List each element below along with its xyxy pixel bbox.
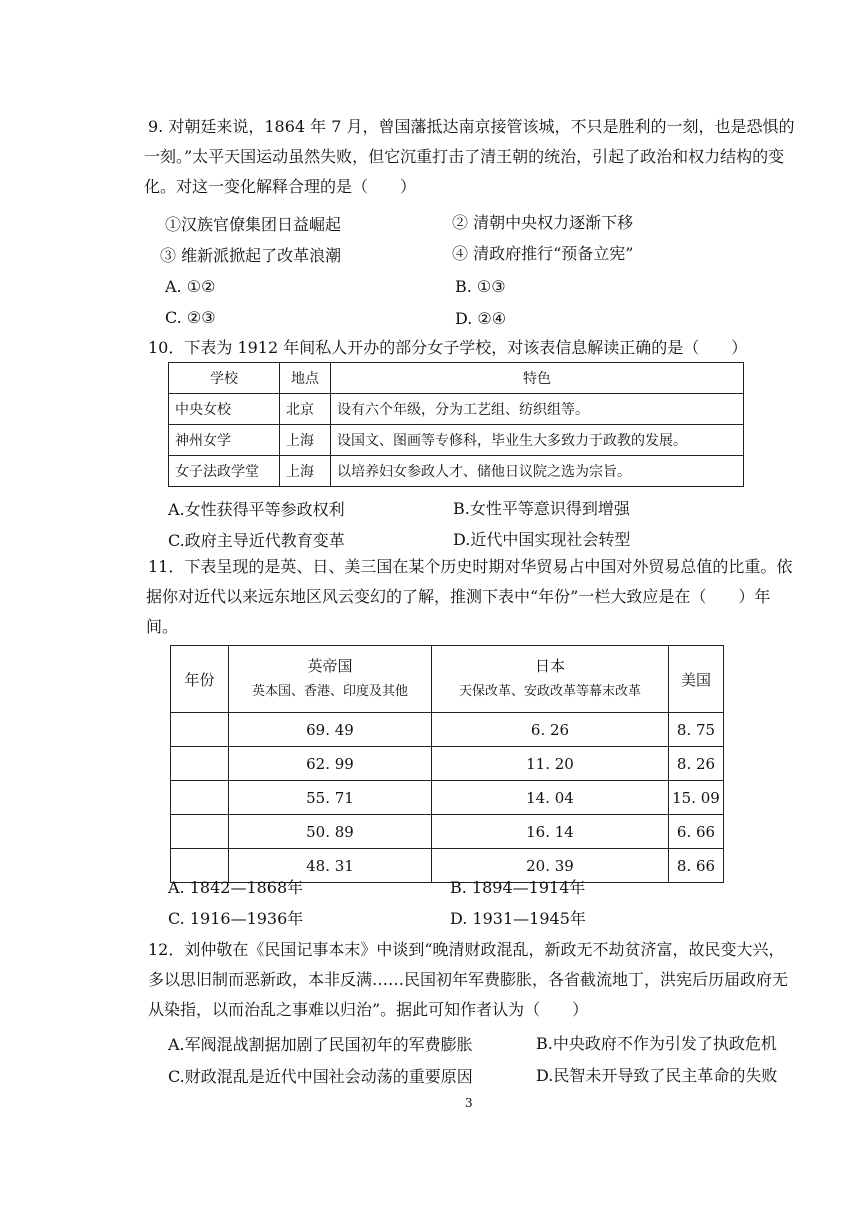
- q9-item-1: ①汉族官僚集团日益崛起: [165, 215, 342, 234]
- table-cell: 6. 66: [669, 815, 724, 849]
- q11-option-b: B. 1894—1914年: [450, 878, 586, 897]
- question-11: [148, 552, 792, 642]
- table-cell: [171, 781, 229, 815]
- table-cell: 11. 20: [432, 747, 669, 781]
- table-header-row: [169, 363, 744, 394]
- table-cell: 48. 31: [229, 849, 432, 883]
- q11-option-d: D. 1931—1945年: [450, 909, 586, 928]
- table-cell: 中央女校: [169, 394, 280, 425]
- table-cell: 55. 71: [229, 781, 432, 815]
- q9-option-d: D. ②④: [455, 309, 507, 328]
- q10-option-d: D.近代中国实现社会转型: [453, 530, 631, 549]
- table-cell: 50. 89: [229, 815, 432, 849]
- q10-stem: 10．下表为 1912 年间私人开办的部分女子学校，对该表信息解读正确的是（ ）: [148, 338, 748, 357]
- table-cell: 北京: [280, 394, 331, 425]
- header-location: 地点: [280, 363, 331, 394]
- table-cell: 20. 39: [432, 849, 669, 883]
- q11-option-a: A. 1842—1868年: [168, 878, 304, 897]
- table-cell: [171, 747, 229, 781]
- header-usa: 美国: [669, 646, 724, 713]
- q12-stem-line2: 多以思旧制而恶新政，本非反满……民国初年军费膨胀，各省截流地丁，洪宪后历届政府无: [148, 970, 789, 989]
- table-header-row: [171, 646, 724, 713]
- q9-option-b: B. ①③: [455, 277, 506, 296]
- table-row: [171, 781, 724, 815]
- table-cell: 14. 04: [432, 781, 669, 815]
- header-year: 年份: [171, 646, 229, 713]
- q10-option-b: B.女性平等意识得到增强: [453, 499, 630, 518]
- table-cell: 以培养妇女参政人才、储他日议院之选为宗旨。: [331, 456, 744, 487]
- table-cell: 6. 26: [432, 713, 669, 747]
- table-row: [171, 713, 724, 747]
- table-cell: 上海: [280, 425, 331, 456]
- table-row: [169, 394, 744, 425]
- table-cell: 15. 09: [669, 781, 724, 815]
- header-school: 学校: [169, 363, 280, 394]
- q11-stem-line1: 11．下表呈现的是英、日、美三国在某个历史时期对华贸易占中国对外贸易总值的比重。依: [148, 557, 793, 576]
- q10-option-c: C.政府主导近代教育变革: [168, 531, 345, 550]
- q9-item-2: ② 清朝中央权力逐渐下移: [452, 213, 634, 232]
- table-row: [171, 815, 724, 849]
- header-feature: 特色: [331, 363, 744, 394]
- table-cell: 8. 75: [669, 713, 724, 747]
- q10-table: [168, 362, 744, 487]
- q11-stem-line3: 间。: [146, 617, 179, 636]
- q9-item-3: ③ 维新派掀起了改革浪潮: [160, 246, 342, 265]
- table-cell: [171, 815, 229, 849]
- header-uk-sub: 英本国、香港、印度及其他: [251, 684, 408, 699]
- table-cell: 女子法政学堂: [169, 456, 280, 487]
- q11-stem-line2: 据你对近代以来远东地区风云变幻的了解，推测下表中“年份”一栏大致应是在（ ）年: [146, 587, 771, 606]
- q11-table: [170, 645, 724, 883]
- q9-option-c: C. ②③: [165, 308, 216, 327]
- table-cell: 8. 66: [669, 849, 724, 883]
- q11-option-c: C. 1916—1936年: [168, 909, 304, 928]
- table-cell: 设有六个年级，分为工艺组、纺织组等。: [331, 394, 744, 425]
- table-cell: 上海: [280, 456, 331, 487]
- header-japan-title: 日本: [534, 657, 565, 675]
- table-cell: 16. 14: [432, 815, 669, 849]
- q12-option-c: C.财政混乱是近代中国社会动荡的重要原因: [168, 1067, 473, 1086]
- q9-stem-line3: 化。对这一变化解释合理的是（ ）: [144, 177, 417, 196]
- table-row: [169, 425, 744, 456]
- table-cell: 8. 26: [669, 747, 724, 781]
- header-japan: [432, 646, 669, 713]
- header-uk: [229, 646, 432, 713]
- q9-stem-line1: 9. 对朝廷来说，1864 年 7 月，曾国藩抵达南京接管该城，不只是胜利的一刻，也是恐惧的: [148, 117, 795, 136]
- q9-item-4: ④ 清政府推行“预备立宪”: [452, 244, 634, 263]
- q12-option-b: B.中央政府不作为引发了执政危机: [536, 1034, 777, 1053]
- table-cell: 设国文、图画等专修科，毕业生大多致力于政教的发展。: [331, 425, 744, 456]
- table-cell: 神州女学: [169, 425, 280, 456]
- table-cell: 62. 99: [229, 747, 432, 781]
- q12-stem-line3: 从染指，以而治乱之事难以归治”。据此可知作者认为（ ）: [148, 1000, 589, 1019]
- question-12: [148, 935, 788, 1025]
- table-cell: [171, 713, 229, 747]
- q9-option-a: A. ①②: [165, 277, 216, 296]
- header-japan-sub: 天保改革、安政改革等幕末改革: [458, 684, 641, 699]
- question-9: [144, 112, 795, 202]
- q9-stem-line2: 一刻。”太平天国运动虽然失败，但它沉重打击了清王朝的统治，引起了政治和权力结构的变: [144, 147, 785, 166]
- q12-stem-line1: 12．刘仲敬在《民国记事本末》中谈到“晚清财政混乱，新政无不劫贫济富，故民变大兴，: [148, 940, 785, 959]
- q12-option-d: D.民智未开导致了民主革命的失败: [536, 1066, 778, 1085]
- q10-option-a: A.女性获得平等参政权利: [168, 500, 345, 519]
- page-number: 3: [465, 1096, 473, 1110]
- table-row: [169, 456, 744, 487]
- q12-option-a: A.军阀混战割据加剧了民国初年的军费膨胀: [168, 1035, 473, 1054]
- table-row: [171, 747, 724, 781]
- table-cell: 69. 49: [229, 713, 432, 747]
- header-uk-title: 英帝国: [307, 657, 353, 675]
